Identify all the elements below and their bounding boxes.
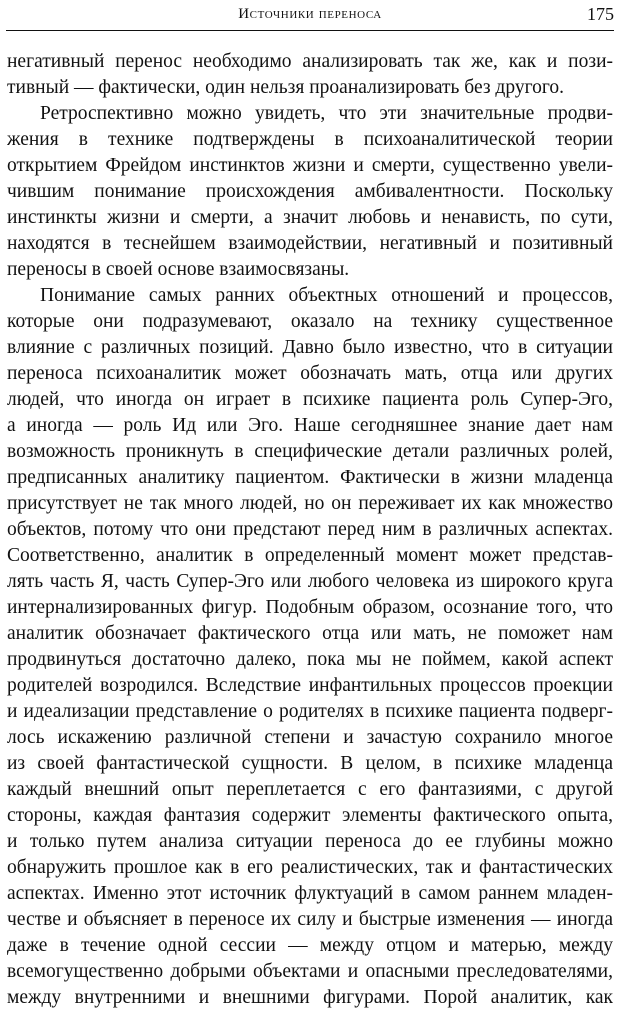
- text-line: которые они подразумевают, оказало на технику существенное: [7, 311, 613, 332]
- text-line: влияние с различных позиций. Давно было известно, что в ситуации: [7, 337, 613, 358]
- text-line: предписанных аналитику пациентом. Фактически в жизни младенца: [7, 467, 613, 488]
- text-line: возможность проникнуть в специфические детали различных ролей,: [7, 441, 613, 462]
- text-line: присутствует не так много людей, но он переживает их как множество: [7, 493, 613, 514]
- text-line: и идеализации представление о родителях в психике пациента подверг-: [7, 701, 613, 722]
- text-line: и только путем анализа ситуации переноса до ее глубины можно: [7, 831, 613, 852]
- text-line: Понимание самых ранних объектных отношений и процессов,: [40, 285, 613, 306]
- body-text: [7, 49, 613, 1011]
- text-line: продвинуться достаточно далеко, пока мы не поймем, какой аспект: [7, 649, 613, 670]
- text-line: из своей фантастической сущности. В целом, в психике младенца: [7, 753, 613, 774]
- text-line: инстинкты жизни и смерти, а значит любовь и ненависть, по сути,: [7, 207, 613, 228]
- text-line: Соответственно, аналитик в определенный момент может представ-: [7, 545, 613, 566]
- text-line: а иногда — роль Ид или Эго. Наше сегодняшнее знание дает нам: [7, 415, 613, 436]
- text-line: жения в технике подтверждены в психоаналитической теории: [7, 129, 613, 150]
- text-line: Ретроспективно можно увидеть, что эти значительные продви-: [40, 103, 613, 124]
- text-line: лять часть Я, часть Супер-Эго или любого человека из широкого круга: [7, 571, 613, 592]
- paragraph: [7, 283, 613, 1011]
- paragraph: [7, 101, 613, 283]
- text-line: переносы в своей основе взаимосвязаны.: [7, 259, 350, 280]
- text-line: аналитик обозначает фактического отца или мать, не поможет нам: [7, 623, 613, 644]
- text-line: тивный — фактически, один нельзя проанализировать без другого.: [7, 77, 564, 98]
- header-rule: [6, 30, 614, 31]
- text-line: каждый внешний опыт переплетается с его фантазиями, с другой: [7, 779, 613, 800]
- text-line: объектов, потому что они предстают перед ним в различных аспектах.: [7, 519, 613, 540]
- text-line: переноса психоаналитик может обозначать мать, отца или других: [7, 363, 613, 384]
- text-line: родителей возродился. Вследствие инфантильных процессов проекции: [7, 675, 613, 696]
- text-line: между внутренними и внешними фигурами. Порой аналитик, как: [7, 987, 613, 1008]
- paragraph: [7, 49, 613, 101]
- page-header: [6, 0, 614, 32]
- text-line: честве и объясняет в переносе их силу и быстрые изменения — иногда: [7, 909, 613, 930]
- text-line: аспектах. Именно этот источник флуктуаций в самом раннем младен-: [7, 883, 613, 904]
- text-line: открытием Фрейдом инстинктов жизни и смерти, существенно увели-: [7, 155, 613, 176]
- page-number: 175: [587, 4, 614, 24]
- text-line: находятся в теснейшем взаимодействии, негативный и позитивный: [7, 233, 613, 254]
- text-line: стороны, каждая фантазия содержит элементы фактического опыта,: [7, 805, 613, 826]
- text-line: чившим понимание происхождения амбивалентности. Поскольку: [7, 181, 613, 202]
- text-line: обнаружить прошлое как в его реалистических, так и фантастических: [7, 857, 613, 878]
- text-line: всемогущественно добрыми объектами и опасными преследователями,: [7, 961, 613, 982]
- text-line: лось искажению различной степени и зачастую сохранило многое: [7, 727, 613, 748]
- text-line: людей, что иногда он играет в психике пациента роль Супер-Эго,: [7, 389, 613, 410]
- text-line: негативный перенос необходимо анализировать так же, как и пози-: [7, 51, 613, 72]
- text-line: интернализированных фигур. Подобным образом, осознание того, что: [7, 597, 613, 618]
- text-line: даже в течение одной сессии — между отцом и матерью, между: [7, 935, 613, 956]
- running-title: Источники переноса: [238, 6, 382, 22]
